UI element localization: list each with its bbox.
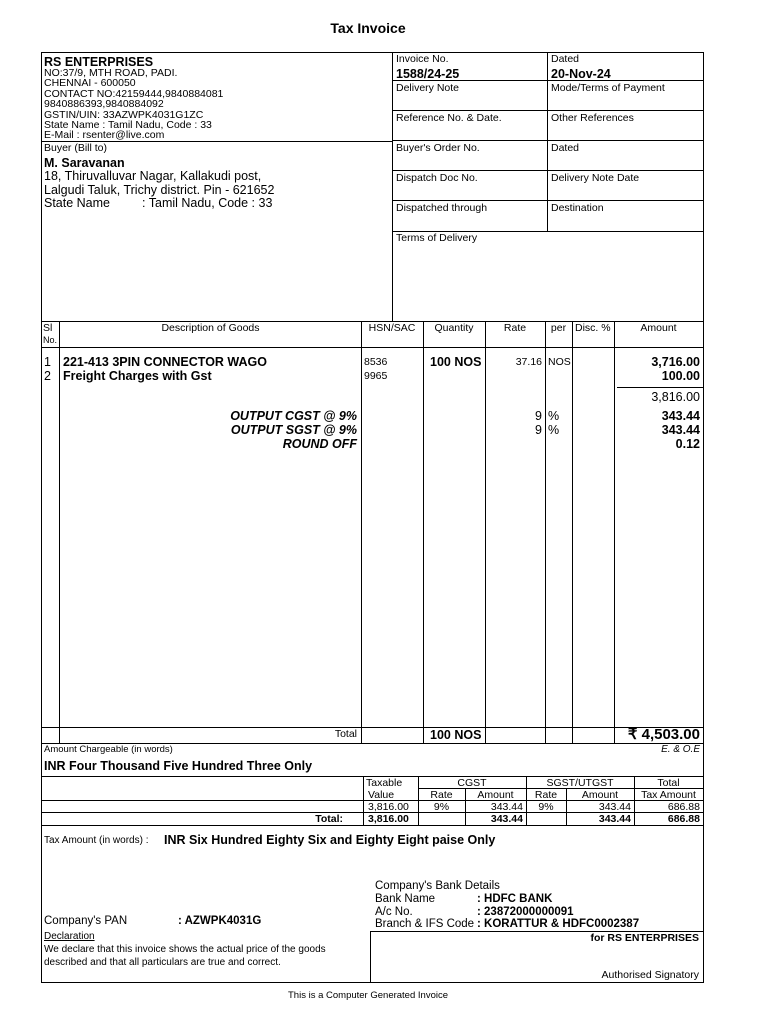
totals-label: Total: xyxy=(315,813,343,825)
delivery-note-date-label: Delivery Note Date xyxy=(551,172,640,184)
pan-label: Company's PAN xyxy=(44,915,128,927)
item-desc: 221-413 3PIN CONNECTOR WAGO xyxy=(63,355,267,369)
buyer-state-value: : Tamil Nadu, Code : 33 xyxy=(142,196,273,210)
mode-terms-label: Mode/Terms of Payment xyxy=(551,82,665,94)
frame-bottom xyxy=(41,982,704,983)
item-amount: 3,716.00 xyxy=(651,355,700,369)
invoice-date: 20-Nov-24 xyxy=(551,67,611,81)
delivery-note-label: Delivery Note xyxy=(396,82,460,94)
tax-per: % xyxy=(548,409,560,423)
tax-col xyxy=(363,776,364,825)
for-company: for RS ENTERPRISES xyxy=(590,932,699,944)
col-disc: Disc. % xyxy=(575,322,611,334)
frame-left xyxy=(41,52,42,982)
col-hsn: HSN/SAC xyxy=(368,322,416,334)
tax-label: OUTPUT CGST @ 9% xyxy=(230,409,357,423)
buyer-line: 18, Thiruvalluvar Nagar, Kallakudi post, xyxy=(44,169,262,183)
tax-words-label: Tax Amount (in words) : xyxy=(44,835,149,846)
ifsc-label: Branch & IFS Code xyxy=(375,918,475,930)
row-taxable: 3,816.00 xyxy=(368,801,409,813)
col-no: No. xyxy=(43,335,58,345)
totals-cgst: 343.44 xyxy=(490,813,523,825)
item-rate: 37.16 xyxy=(515,356,542,368)
col-line xyxy=(59,321,60,743)
cgst-label: CGST xyxy=(457,777,487,789)
item-sl: 2 xyxy=(44,369,51,383)
roundoff-label: ROUND OFF xyxy=(282,437,357,451)
meta-line xyxy=(392,200,704,201)
col-amount: Amount xyxy=(640,322,677,334)
totals-taxable: 3,816.00 xyxy=(368,813,409,825)
declaration-text xyxy=(44,943,326,969)
destination-label: Destination xyxy=(551,202,604,214)
buyer-address xyxy=(44,170,274,211)
buyers-order-label: Buyer's Order No. xyxy=(396,142,480,154)
item-hsn: 8536 xyxy=(364,356,388,368)
pan-value: : AZWPK4031G xyxy=(178,915,262,927)
seller-line: 9840886393,9840884092 xyxy=(44,98,164,111)
declaration-line: We declare that this invoice shows the actual price of the goods xyxy=(44,944,326,955)
col-line xyxy=(572,321,573,743)
tax-table-bottom xyxy=(41,825,704,826)
header-divider xyxy=(392,52,393,321)
col-desc: Description of Goods xyxy=(161,322,260,334)
row-cgst-rate: 9% xyxy=(433,801,450,813)
row-sgst-rate: 9% xyxy=(538,801,554,813)
col-line xyxy=(423,321,424,743)
value-label: Value xyxy=(368,789,395,801)
tax-amount: 343.44 xyxy=(661,409,700,423)
cgst-amount-label: Amount xyxy=(477,789,514,801)
tax-per: % xyxy=(548,423,560,437)
totals-total: 686.88 xyxy=(667,813,700,825)
acno-label: A/c No. xyxy=(375,906,413,918)
other-refs-label: Other References xyxy=(551,112,634,124)
seller-line: CHENNAI - 600050 xyxy=(44,77,136,90)
row-sgst-amt: 343.44 xyxy=(598,801,631,813)
buyer-line: Lalgudi Taluk, Trichy district. Pin - 621652 xyxy=(44,182,275,197)
col-sl: Sl xyxy=(43,322,53,334)
eoe: E. & O.E xyxy=(661,744,700,755)
row-cgst-amt: 343.44 xyxy=(490,801,523,813)
sgst-rate-label: Rate xyxy=(534,789,558,801)
tax-amount-label: Tax Amount xyxy=(641,789,696,801)
total-label: Total xyxy=(334,728,357,740)
acno: : 23872000000091 xyxy=(477,906,574,918)
bank-name: : HDFC BANK xyxy=(477,893,553,905)
taxable-label: Taxable xyxy=(366,777,403,789)
invoice-no: 1588/24-25 xyxy=(396,67,460,81)
dated2-label: Dated xyxy=(551,142,580,154)
page-title: Tax Invoice xyxy=(330,20,406,36)
subtotal-line xyxy=(617,387,703,388)
item-amount: 100.00 xyxy=(661,369,700,383)
ifsc: : KORATTUR & HDFC0002387 xyxy=(477,918,640,930)
meta-divider xyxy=(547,52,548,232)
dispatched-through-label: Dispatched through xyxy=(396,202,488,214)
roundoff-amount: 0.12 xyxy=(675,437,700,451)
buyer-label: Buyer (Bill to) xyxy=(44,142,108,154)
total-tax-label: Total xyxy=(657,777,680,789)
seller-line: GSTIN/UIN: 33AZWPK4031G1ZC xyxy=(44,108,204,121)
bank-heading: Company's Bank Details xyxy=(375,880,500,892)
invoice-no-label: Invoice No. xyxy=(396,53,449,65)
tax-amount: 343.44 xyxy=(661,423,700,437)
tax-rate: 9 xyxy=(535,423,542,437)
tax-label: OUTPUT SGST @ 9% xyxy=(230,423,357,437)
footer-note: This is a Computer Generated Invoice xyxy=(288,990,448,1001)
declaration-label: Declaration xyxy=(44,931,95,942)
meta-line xyxy=(392,140,704,141)
item-desc: Freight Charges with Gst xyxy=(63,369,212,383)
buyer-state-label: State Name xyxy=(44,196,111,210)
meta-line xyxy=(392,170,704,171)
authorised-signatory: Authorised Signatory xyxy=(601,969,699,981)
col-rate: Rate xyxy=(503,322,527,334)
bank-name-label: Bank Name xyxy=(375,893,436,905)
item-per: NOS xyxy=(548,356,571,368)
item-sl: 1 xyxy=(44,355,51,369)
totals-sgst: 343.44 xyxy=(598,813,631,825)
reference-label: Reference No. & Date. xyxy=(396,112,502,124)
col-line xyxy=(485,321,486,743)
sign-left-line xyxy=(370,931,371,982)
table-header-bottom xyxy=(41,347,704,348)
sgst-label: SGST/UTGST xyxy=(546,777,614,789)
seller-line: E-Mail : rsenter@live.com xyxy=(44,129,165,142)
declaration-line: described and that all particulars are true and correct. xyxy=(44,957,281,968)
item-hsn: 9965 xyxy=(364,370,388,382)
tax-rate: 9 xyxy=(535,409,542,423)
meta-line xyxy=(392,110,704,111)
tax-words-value: INR Six Hundred Eighty Six and Eighty Eight paise Only xyxy=(164,833,496,847)
dated-label: Dated xyxy=(551,53,580,65)
col-line xyxy=(614,321,615,743)
seller-line: State Name : Tamil Nadu, Code : 33 xyxy=(44,119,212,132)
buyer-name: M. Saravanan xyxy=(44,156,125,170)
item-qty: 100 NOS xyxy=(430,355,482,369)
col-per: per xyxy=(550,322,567,334)
col-line xyxy=(545,321,546,743)
seller-line: CONTACT NO:42159444,9840884081 xyxy=(44,87,224,100)
terms-delivery-label: Terms of Delivery xyxy=(396,232,478,244)
words-label: Amount Chargeable (in words) xyxy=(44,744,173,755)
seller-line: NO:37/9, MTH ROAD, PADI. xyxy=(44,67,178,79)
dispatch-doc-label: Dispatch Doc No. xyxy=(396,172,478,184)
seller-name: RS ENTERPRISES xyxy=(44,55,154,69)
col-line xyxy=(361,321,362,743)
total-qty: 100 NOS xyxy=(430,728,482,742)
seller-address xyxy=(44,68,223,141)
frame-right xyxy=(703,52,704,982)
col-qty: Quantity xyxy=(434,322,474,334)
amount-in-words: INR Four Thousand Five Hundred Three Only xyxy=(44,759,313,773)
grand-total: ₹ 4,503.00 xyxy=(627,726,700,743)
cgst-rate-label: Rate xyxy=(430,789,453,801)
row-total: 686.88 xyxy=(667,801,700,813)
sgst-amount-label: Amount xyxy=(581,789,619,801)
frame-top xyxy=(41,52,704,53)
subtotal-amount: 3,816.00 xyxy=(651,390,700,404)
